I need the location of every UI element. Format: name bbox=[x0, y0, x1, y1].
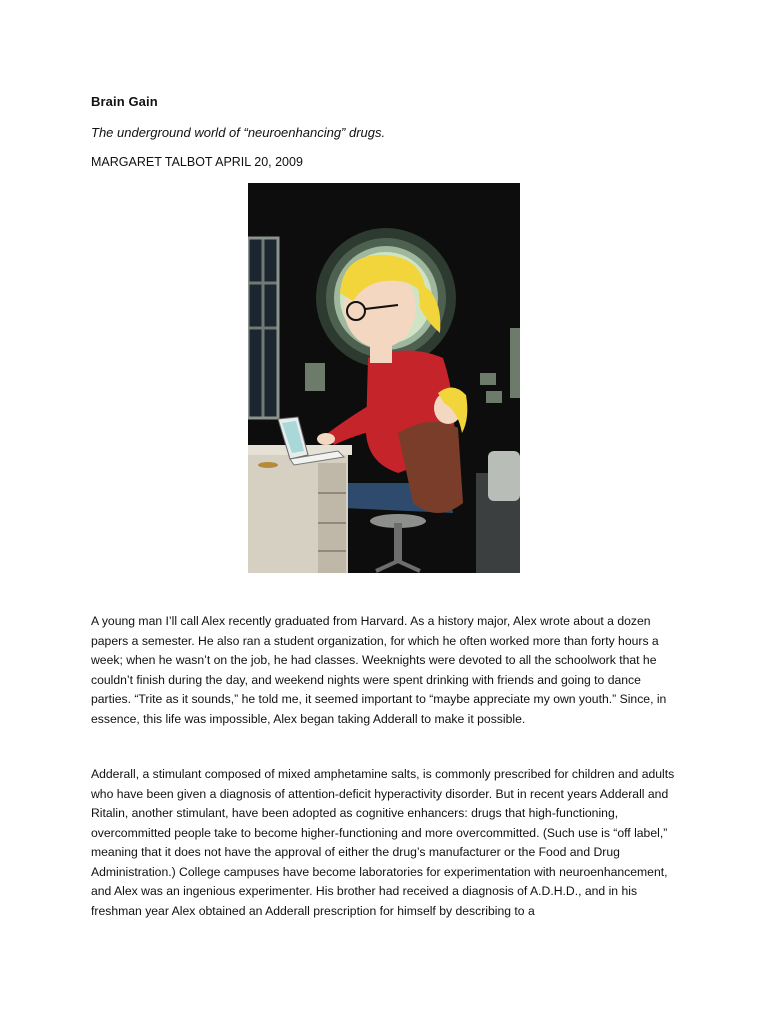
desk-item bbox=[258, 462, 278, 468]
article-title: Brain Gain bbox=[91, 94, 158, 109]
illustration-woman-at-laptop bbox=[248, 183, 520, 573]
wall-frame bbox=[305, 363, 325, 391]
body-paragraph-1: A young man I’ll call Alex recently graduated from Harvard. As a history major, Alex wrote about a dozen papers a semester. He also ran a student organization, for which he often worked more than forty hours a week; when he wasn’t on the job, he had classes. Weeknights were devoted to all the schoolwork that he couldn’t finish during the day, and weekend nights were spent drinking with friends and going to dance parties. “Trite as it sounds,” he told me, it seemed important to “maybe appreciate my own youth.” Since, in essence, this life was impossible, Alex began taking Adderall to make it possible. bbox=[91, 614, 667, 726]
body-paragraph-2: Adderall, a stimulant composed of mixed amphetamine salts, is commonly prescribed for children and adults who have been given a diagnosis of attention-deficit hyperactivity disorder. But in recent years Adderall and Ritalin, another stimulant, have been adopted as cognitive enhancers: drugs that high-functioning, overcommitted people take to become higher-functioning and more overcommitted. (Such use is “off label,” meaning that it does not have the approval of either the drug’s manufacturer or the Food and Drug Administration.) College campuses have become laboratories for experimentation with neuroenhancement, and Alex was an ingenious experimenter. His brother had received a diagnosis of A.D.H.D., and in his freshman year Alex obtained an Adderall prescription for himself by describing to a bbox=[91, 767, 675, 918]
wall-frame bbox=[510, 328, 520, 398]
wall-frame bbox=[486, 391, 502, 403]
window-icon bbox=[248, 238, 278, 418]
article-subtitle: The underground world of “neuroenhancing” drugs. bbox=[91, 125, 386, 140]
article-byline: MARGARET TALBOT APRIL 20, 2009 bbox=[91, 155, 303, 169]
wall-frame bbox=[480, 373, 496, 385]
